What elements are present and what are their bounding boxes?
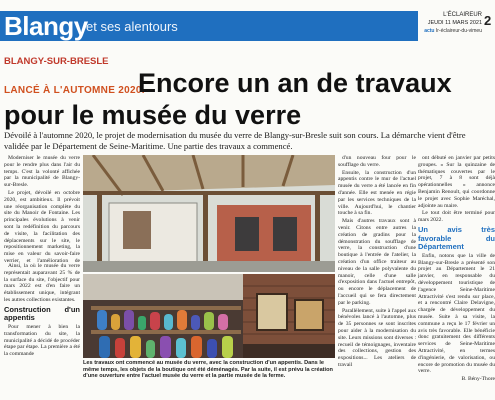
headline-line-1: Encore un an de travaux — [138, 68, 452, 98]
paragraph: Ainsi, la où le musée du verre représentait auparavant 25 % de la surface du site, l'objectif pour mars 2022 est d'en faire un établissement unique, intégrant les autres collections existantes. — [4, 263, 80, 303]
section-rest: Ir-éclaireur-du-vimeu — [435, 28, 482, 34]
publication-date: JEUDI 11 MARS 2021 — [427, 20, 482, 26]
section-prefix: actu — [424, 28, 435, 34]
paragraph: ont débuté en janvier par petits groupes. « Sur la quinzaine de thématiques couvertes par le projet, 7 à 8 sont déjà opérationnelles » annonce Benjamin Renoult, qui coordonne le projet avec Sophie Maréchal, adjointe au maire. — [418, 155, 495, 209]
headline-kicker: LANCÉ À L'AUTOMNE 2020. — [4, 85, 145, 96]
photo-caption: Les travaux ont commencé au musée du verre, avec la construction d'un appentis. Dans le même temps, les objets de la boutique ont été déménagés. Par la suite, il est prévu la création d'une ouverture entre l'actuel musée du verre et la partie musée de la ferme. — [83, 360, 333, 380]
headline-line-2: pour le musée du verre — [4, 100, 302, 130]
article-column-2 — [338, 155, 416, 400]
publication-name: L'ÉCLAIREUR — [443, 12, 482, 18]
section-subtitle: et ses alentours — [86, 19, 178, 34]
paragraph: Ensuite, la construction d'un appentis contre le mur de l'actuel musée du verre a été lancée en fin d'année. Elle est menée en régie par les services techniques de la ville. Aujourd'hui, le chantier touche à sa fin. — [338, 169, 416, 217]
brick-wall-illustration — [243, 274, 335, 358]
article-lede: Dévoilé à l'automne 2020, le projet de modernisation du musée du verre de Blangy-sur-Bresle suit son cours. La démarche vient d'être validée par le Département de Seine-Maritime. Une partie des travaux a commencé. — [4, 130, 466, 151]
paragraph: Mais d'autres travaux sont à venir. Citons entre autres la création de gradins pour la démonstration du soufflage de verre, la construction d'une boutique à l'entrée de l'atelier, la création d'un office traiteur au niveau de la salle polyvalente du manoir, celle d'une salle d'exposition dans l'actuel entrepôt, ou encore le déplacement de l'accueil qui se fera directement par le parking. — [338, 218, 416, 306]
subhead-appentis: Construction d'un appentis — [4, 304, 80, 323]
article-column-1 — [4, 155, 80, 263]
paragraph: Le tout doit être terminé pour mars 2022. — [418, 210, 495, 224]
paragraph: Le projet, dévoilé en octobre 2020, est ambitieux. Il prévoit une réorganisation complète du site du Manoir de Fontaine. Les principales évolutions à venir sont la redéfinition du parcours de visite, la facilitation des déplacements sur le site, le repositionnement marketing, la mise en valeur du savoir-faire verrier, et l'amélioration de — [4, 189, 80, 263]
section-band — [0, 11, 418, 41]
publication-info — [420, 11, 482, 35]
paragraph: d'un nouveau four pour le soufflage du verre. — [338, 155, 416, 168]
paragraph: Pour mener à bien la transformation du site, la municipalité a décidé de procéder étape par étape. La première a été la commande — [4, 323, 80, 358]
masthead — [0, 0, 495, 50]
author-signature: B. Bény-Thore — [461, 376, 495, 383]
subhead-departement: Un avis très favorable du Département — [418, 224, 495, 252]
photo-museum-worksite — [83, 155, 335, 272]
article-column-1-lower — [4, 263, 80, 400]
article-rubric: BLANGY-SUR-BRESLE — [4, 56, 109, 67]
section-title: Blangy — [4, 11, 88, 41]
paragraph: Enfin, notons que la ville de Blangy-sur-Bresle a présenté son projet au Département le 21 janvier, en responsable du développement touristique de l'agence Seine-Maritime Attractivité s'est rendu sur place, et a rencontré Claire Delavigne, chargée de développement du musée. Suite à sa visite, la commune a reçu le 17 février un avis très favorable. Elle bénéficie donc gratuitement des différents services de Seine-Maritime Attractivité, en termes d'ingénierie, de valorisation, ou encore de promotion du musée du verre. — [418, 252, 495, 375]
page-number: 2 — [484, 13, 492, 28]
photo-brick-wall — [243, 274, 335, 358]
paragraph: Parallèlement, suite à l'appel aux bénévoles lancé à l'automne, plus de 35 personnes se sont inscrites pour aider à la modernisation du site. Leurs missions sont diverses : recueil de témoignages, inventaire des collections, gestion des expositions... Les ateliers de travail — [338, 307, 416, 368]
publication-section — [420, 27, 482, 35]
worksite-illustration — [83, 155, 335, 272]
paragraph: Moderniser le musée du verre pour le rendre plus dans l'air du temps. C'est la volonté affichée par la municipalité de Blangy-sur-Bresle. — [4, 155, 80, 189]
article-column-3 — [418, 155, 495, 400]
